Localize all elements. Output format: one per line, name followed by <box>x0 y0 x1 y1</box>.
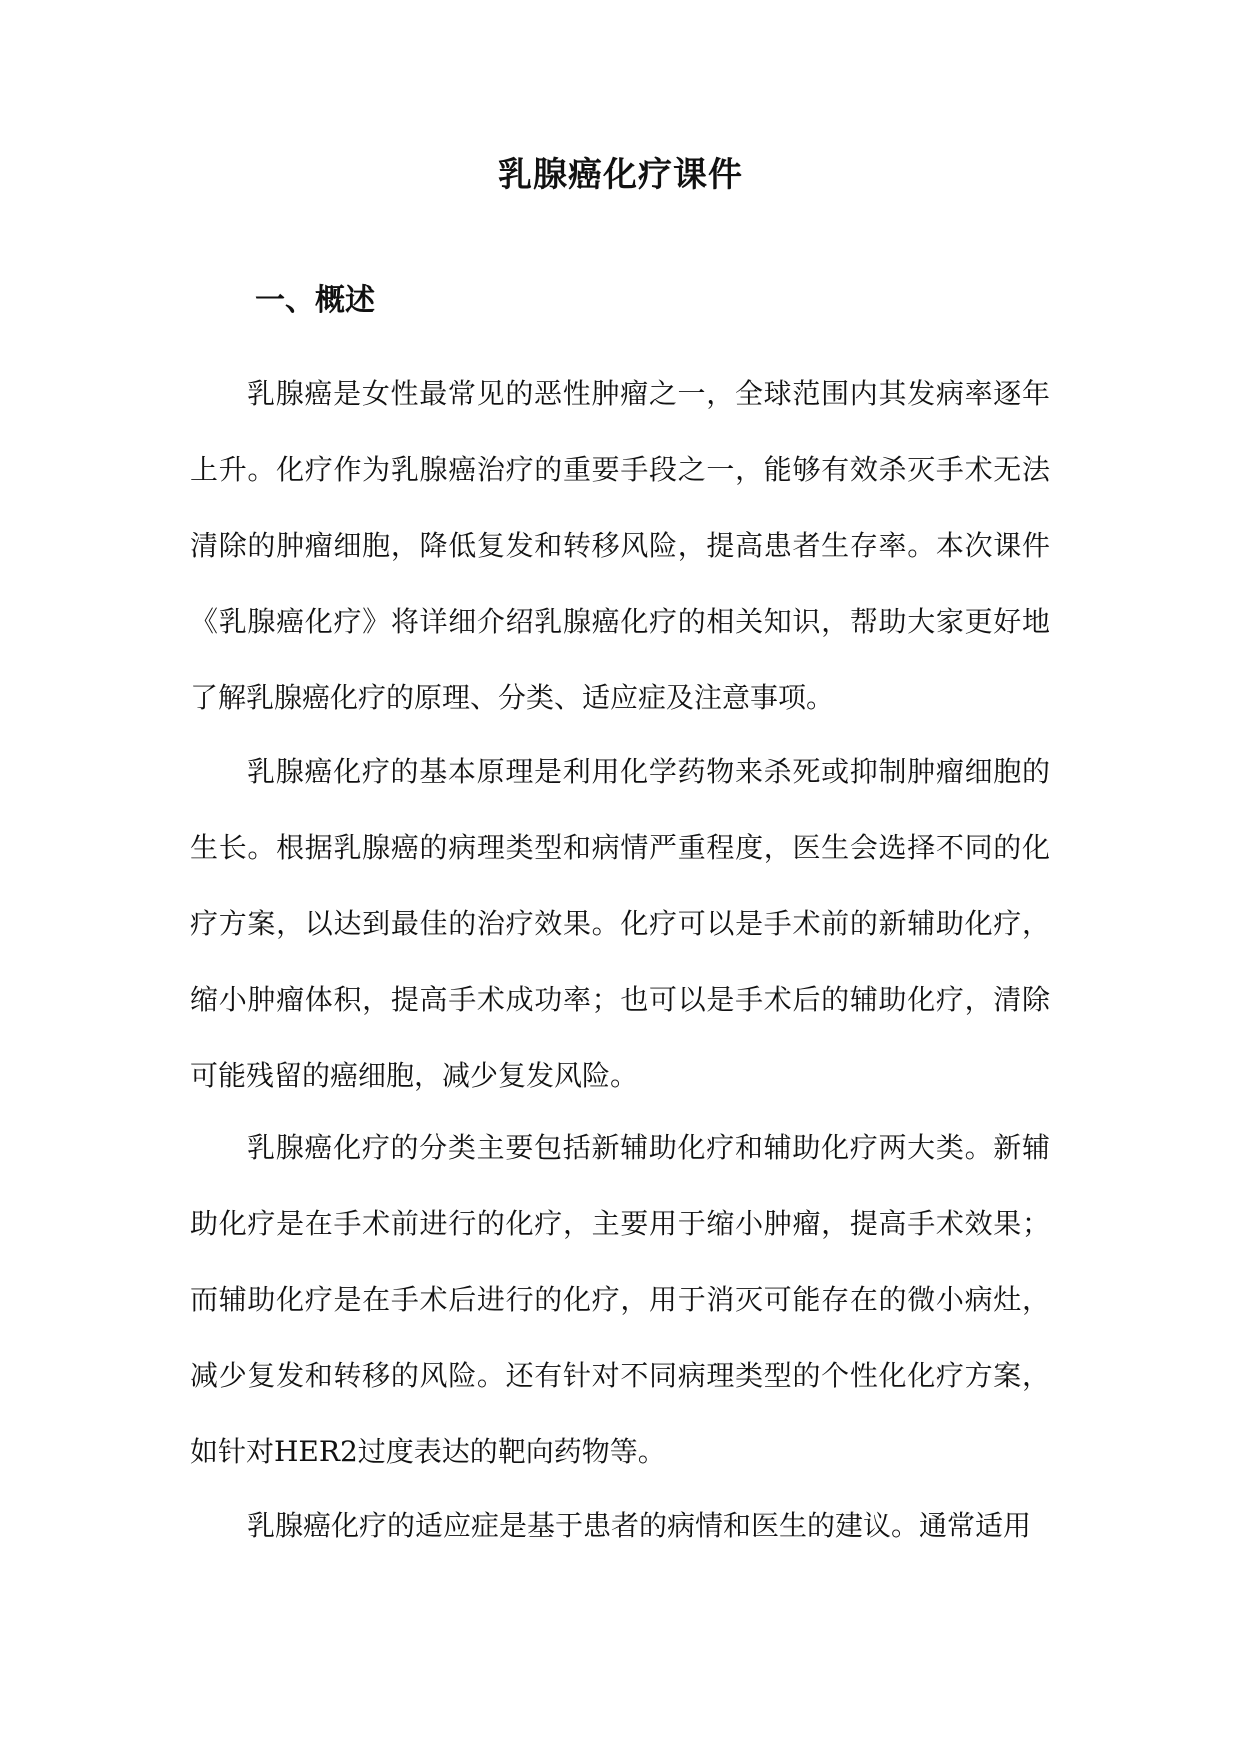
section-heading-overview: 一、概述 <box>255 283 375 318</box>
document-title: 乳腺癌化疗课件 <box>498 155 743 195</box>
paragraph-classification: 乳腺癌化疗的分类主要包括新辅助化疗和辅助化疗两大类。新辅助化疗是在手术前进行的化疗，主要用于缩小肿瘤，提高手术效果；而辅助化疗是在手术后进行的化疗，用于消灭可能存在的微小病灶，减少复发和转移的风险。还有针对不同病理类型的个性化化疗方案，如针对HER2过度表达的靶向药物等。 <box>190 1131 1050 1468</box>
paragraph-introduction: 乳腺癌是女性最常见的恶性肿瘤之一，全球范围内其发病率逐年上升。化疗作为乳腺癌治疗的重要手段之一，能够有效杀灭手术无法清除的肿瘤细胞，降低复发和转移风险，提高患者生存率。本次课件《乳腺癌化疗》将详细介绍乳腺癌化疗的相关知识，帮助大家更好地了解乳腺癌化疗的原理、分类、适应症及注意事项。 <box>190 377 1050 714</box>
paragraph-indications: 乳腺癌化疗的适应症是基于患者的病情和医生的建议。通常适用 <box>247 1509 1032 1542</box>
paragraph-principle: 乳腺癌化疗的基本原理是利用化学药物来杀死或抑制肿瘤细胞的生长。根据乳腺癌的病理类型和病情严重程度，医生会选择不同的化疗方案，以达到最佳的治疗效果。化疗可以是手术前的新辅助化疗，缩小肿瘤体积，提高手术成功率；也可以是手术后的辅助化疗，清除可能残留的癌细胞，减少复发风险。 <box>190 755 1050 1092</box>
